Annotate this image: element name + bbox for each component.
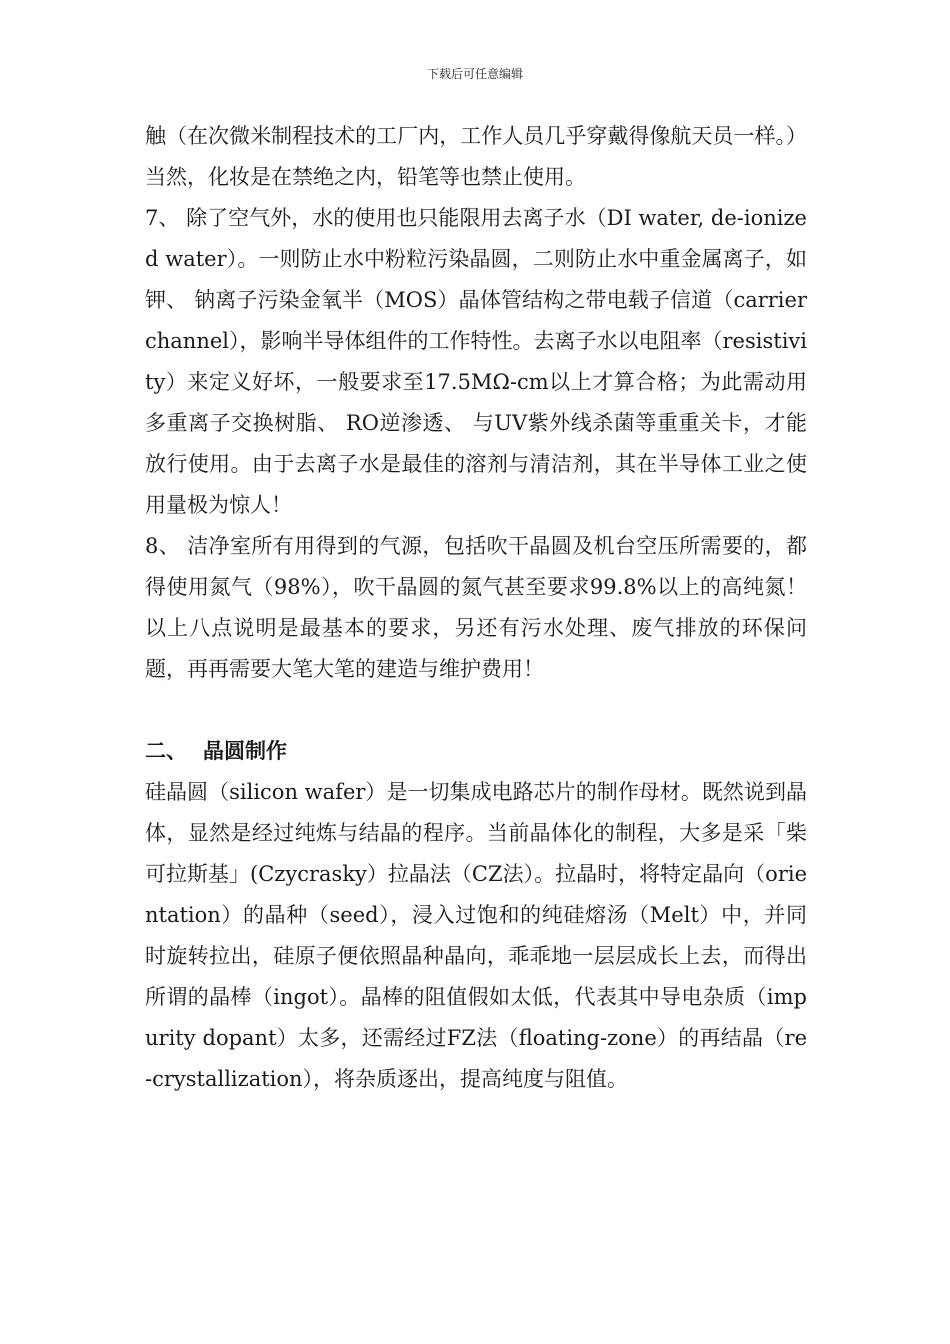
section-number: 二、	[145, 739, 187, 763]
paragraph-wafer-production: 硅晶圆（silicon wafer）是一切集成电路芯片的制作母材。既然说到晶体，显然是经过纯炼与结晶的程序。当前晶体化的制程，大多是采「柴可拉斯基」(Czycrasky）拉晶法（CZ法）。拉晶时，将特定晶向（orientation）的晶种（seed），浸入过饱和的纯硅熔汤（Melt）中，并同时旋转拉出，硅原子便依照晶种晶向，乖乖地一层层成长上去，而得出所谓的晶棒（ingot）。晶棒的阻值假如太低，代表其中导电杂质（impurity dopant）太多，还需经过FZ法（floating-zone）的再结晶（re-crystallization），将杂质逐出，提高纯度与阻值。	[145, 780, 807, 1091]
section-spacer	[145, 690, 807, 731]
section-title: 晶圆制作	[203, 739, 287, 763]
section-heading	[145, 731, 807, 772]
page-header: 下载后可任意编辑	[426, 67, 523, 81]
page-content	[145, 116, 807, 1100]
paragraph-item-8: 8、 洁净室所有用得到的气源，包括吹干晶圆及机台空压所需要的，都得使用氮气（98%），吹干晶圆的氮气甚至要求99.8%以上的高纯氮！ 以上八点说明是最基本的要求，另还有污水处理、废气排放的环保问题，再再需要大笔大笔的建造与维护费用！	[145, 534, 807, 681]
paragraph-contamination-note: 触（在次微米制程技术的工厂内，工作人员几乎穿戴得像航天员一样。）当然，化妆是在禁绝之内，铅笔等也禁止使用。	[145, 124, 807, 189]
paragraph-item-7: 7、 除了空气外，水的使用也只能限用去离子水（DI water, de-ionized water）。一则防止水中粉粒污染晶圆，二则防止水中重金属离子，如钾、 钠离子污染金氧半（MOS）晶体管结构之带电载子信道（carrier channel），影响半导体组件的工作特性。去离子水以电阻率（resistivity）来定义好坏，一般要求至17.5MΩ-cm以上才算合格；为此需动用多重离子交换树脂、 RO逆渗透、 与UV紫外线杀菌等重重关卡，才能放行使用。由于去离子水是最佳的溶剂与清洁剂，其在半导体工业之使用量极为惊人！	[145, 206, 807, 517]
